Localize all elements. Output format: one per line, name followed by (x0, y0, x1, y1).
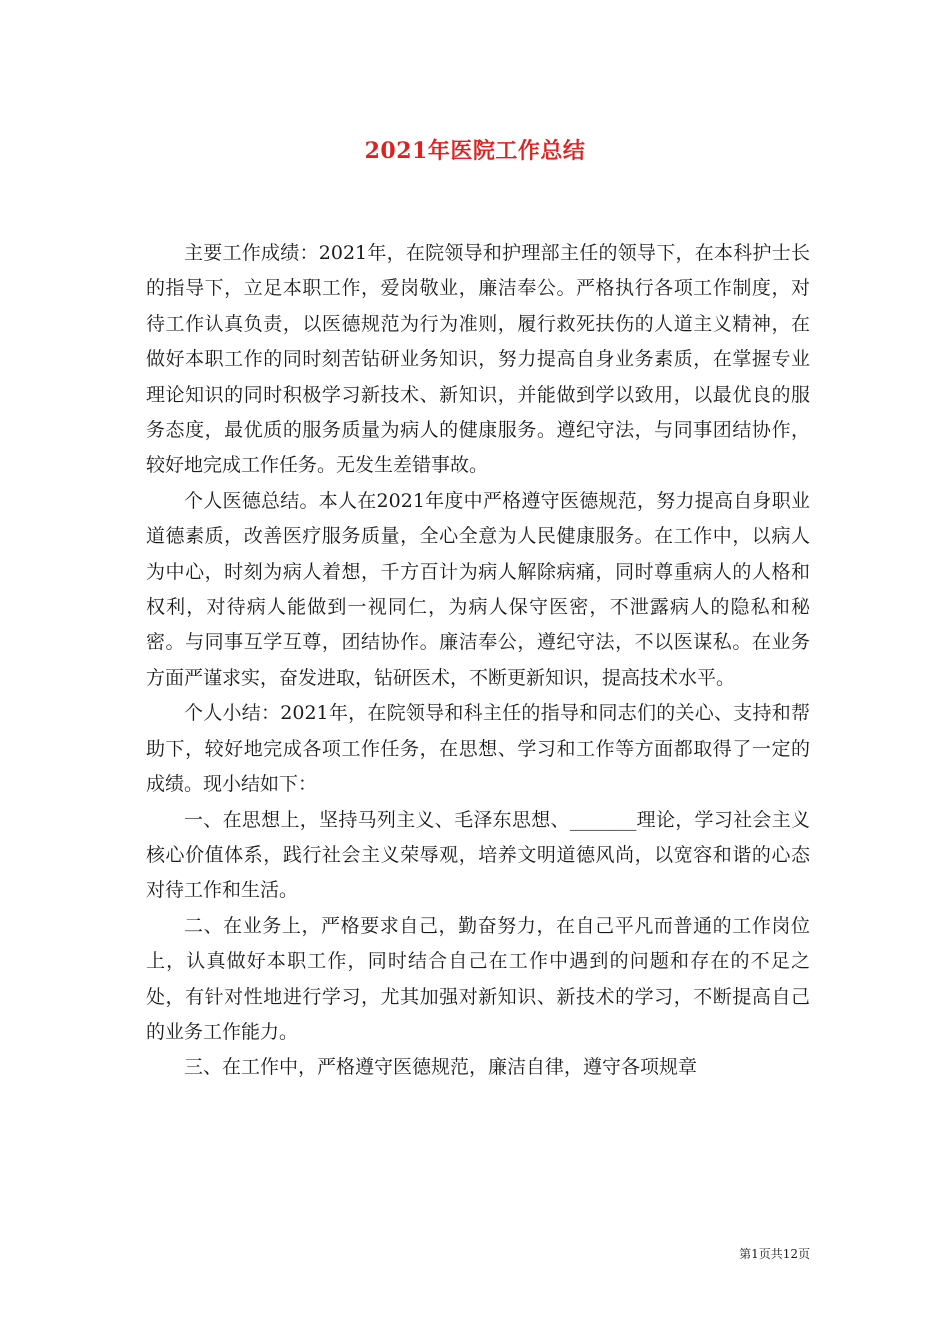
paragraph-work: 三、在工作中，严格遵守医德规范，廉洁自律，遵守各项规章 (184, 1056, 698, 1079)
paragraph-business: 二、在业务上，严格要求自己，勤奋努力，在自己平凡而普通的工作岗位上，认真做好本职工作，同时结合自己在工作中遇到的问题和存在的不足之处，有针对性地进行学习，尤其加强对新知识、新技术的学习，不断提高自己的业务工作能力。 (146, 914, 810, 1043)
paragraph-medical-ethics: 个人医德总结。本人在2021年度中严格遵守医德规范，努力提高自身职业道德素质，改善医疗服务质量，全心全意为人民健康服务。在工作中，以病人为中心，时刻为病人着想，千方百计为病人解除病痛，同时尊重病人的人格和权利，对待病人能做到一视同仁，为病人保守医密，不泄露病人的隐私和秘密。与同事互学互尊，团结协作。廉洁奉公，遵纪守法，不以医谋私。在业务方面严谨求实，奋发进取，钻研医术，不断更新知识，提高技术水平。 (146, 489, 810, 689)
paragraph-personal-summary: 个人小结：2021年，在院领导和科主任的指导和同志们的关心、支持和帮助下，较好地完成各项工作任务，在思想、学习和工作等方面都取得了一定的成绩。现小结如下： (146, 702, 810, 796)
document-title: 2021年医院工作总结 (364, 138, 586, 164)
paragraph-ideology: 一、在思想上，坚持马列主义、毛泽东思想、_______理论，学习社会主义核心价值体系，践行社会主义荣辱观，培养文明道德风尚，以宽容和谐的心态对待工作和生活。 (146, 808, 810, 902)
page-number-footer: 第1页共12页 (739, 1247, 810, 1261)
document-body (146, 236, 810, 1086)
paragraph-main-achievements: 主要工作成绩：2021年，在院领导和护理部主任的领导下，在本科护士长的指导下，立足本职工作，爱岗敬业，廉洁奉公。严格执行各项工作制度，对待工作认真负责，以医德规范为行为准则，履行救死扶伤的人道主义精神，在做好本职工作的同时刻苦钻研业务知识，努力提高自身业务素质，在掌握专业理论知识的同时积极学习新技术、新知识，并能做到学以致用，以最优良的服务态度，最优质的服务质量为病人的健康服务。遵纪守法，与同事团结协作，较好地完成工作任务。无发生差错事故。 (146, 242, 810, 477)
